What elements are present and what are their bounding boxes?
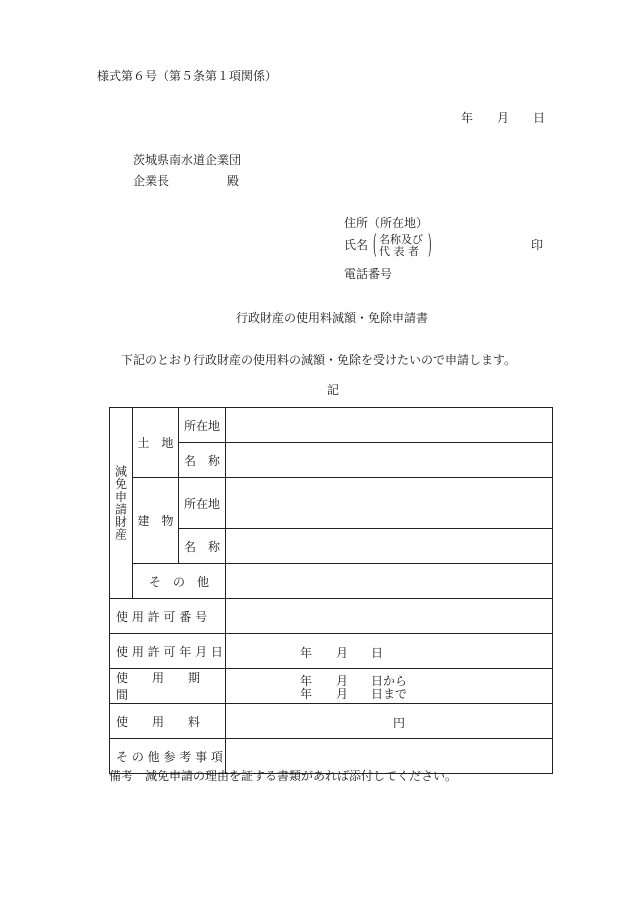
period-to-year: 年: [300, 687, 313, 701]
table-row: [110, 669, 553, 704]
permit-date-year: 年: [300, 646, 313, 660]
name-note-line2: 代 表 者: [379, 245, 419, 258]
permit-number-label: 使 用 許 可 番 号: [110, 599, 226, 634]
table-row: [110, 478, 553, 529]
table-row: [110, 564, 553, 599]
period-from-month: 月: [336, 674, 349, 688]
period-to-day: 日まで: [371, 687, 408, 701]
recipient-title: 企業長: [133, 174, 170, 188]
ki-heading: 記: [327, 383, 340, 397]
date-day: 日: [533, 111, 546, 125]
group-label: 減免申請財産: [113, 465, 128, 541]
intro-text: 下記のとおり行政財産の使用料の減額・免除を受けたいので申請します。: [121, 353, 517, 367]
name-note-line1: 名称及び: [379, 233, 423, 246]
fee-unit: 円: [393, 716, 406, 730]
land-location-label: 所在地: [179, 408, 226, 443]
permit-number-value[interactable]: [226, 599, 553, 634]
building-location-value[interactable]: [226, 478, 553, 529]
other-value[interactable]: [226, 564, 553, 599]
application-table: [109, 407, 553, 774]
land-name-label: 名 称: [179, 443, 226, 478]
permit-date-label: 使 用 許 可 年 月 日: [110, 634, 226, 669]
building-name-value[interactable]: [226, 529, 553, 564]
table-row: [110, 408, 553, 443]
seal-mark: 印: [531, 238, 544, 252]
recipient-honorific: 殿: [227, 174, 240, 188]
form-number: 様式第６号（第５条第１項関係）: [97, 69, 278, 83]
other-label: そ の 他: [133, 564, 226, 599]
period-value[interactable]: [226, 669, 553, 704]
name-label: 氏名: [344, 238, 369, 252]
period-from-day: 日から: [371, 674, 408, 688]
notes-label: そ の 他 参 考 事 項: [110, 739, 226, 774]
fee-value[interactable]: [226, 704, 553, 739]
table-row: [110, 704, 553, 739]
building-name-label: 名 称: [179, 529, 226, 564]
group-label-cell: [110, 408, 133, 599]
table-row: [110, 599, 553, 634]
land-location-value[interactable]: [226, 408, 553, 443]
phone-label: 電話番号: [344, 267, 393, 281]
document-title: 行政財産の使用料減額・免除申請書: [236, 311, 429, 325]
permit-date-value[interactable]: [226, 634, 553, 669]
building-location-label: 所在地: [179, 478, 226, 529]
permit-date-day: 日: [371, 646, 384, 660]
period-to-month: 月: [336, 687, 349, 701]
fee-label: 使 用 料: [110, 704, 226, 739]
address-label: 住所（所在地）: [344, 216, 429, 230]
land-name-value[interactable]: [226, 443, 553, 478]
remarks: 備考 減免申請の理由を証する書類があれば添付してください。: [109, 769, 458, 783]
date-month: 月: [497, 111, 510, 125]
building-label: 建 物: [133, 478, 179, 564]
period-label: 使 用 期 間: [110, 669, 226, 704]
period-from-year: 年: [300, 674, 313, 688]
date-year: 年: [461, 111, 474, 125]
land-label: 土 地: [133, 408, 179, 478]
permit-date-month: 月: [336, 646, 349, 660]
table-row: [110, 634, 553, 669]
recipient-org: 茨城県南水道企業団: [133, 153, 242, 167]
